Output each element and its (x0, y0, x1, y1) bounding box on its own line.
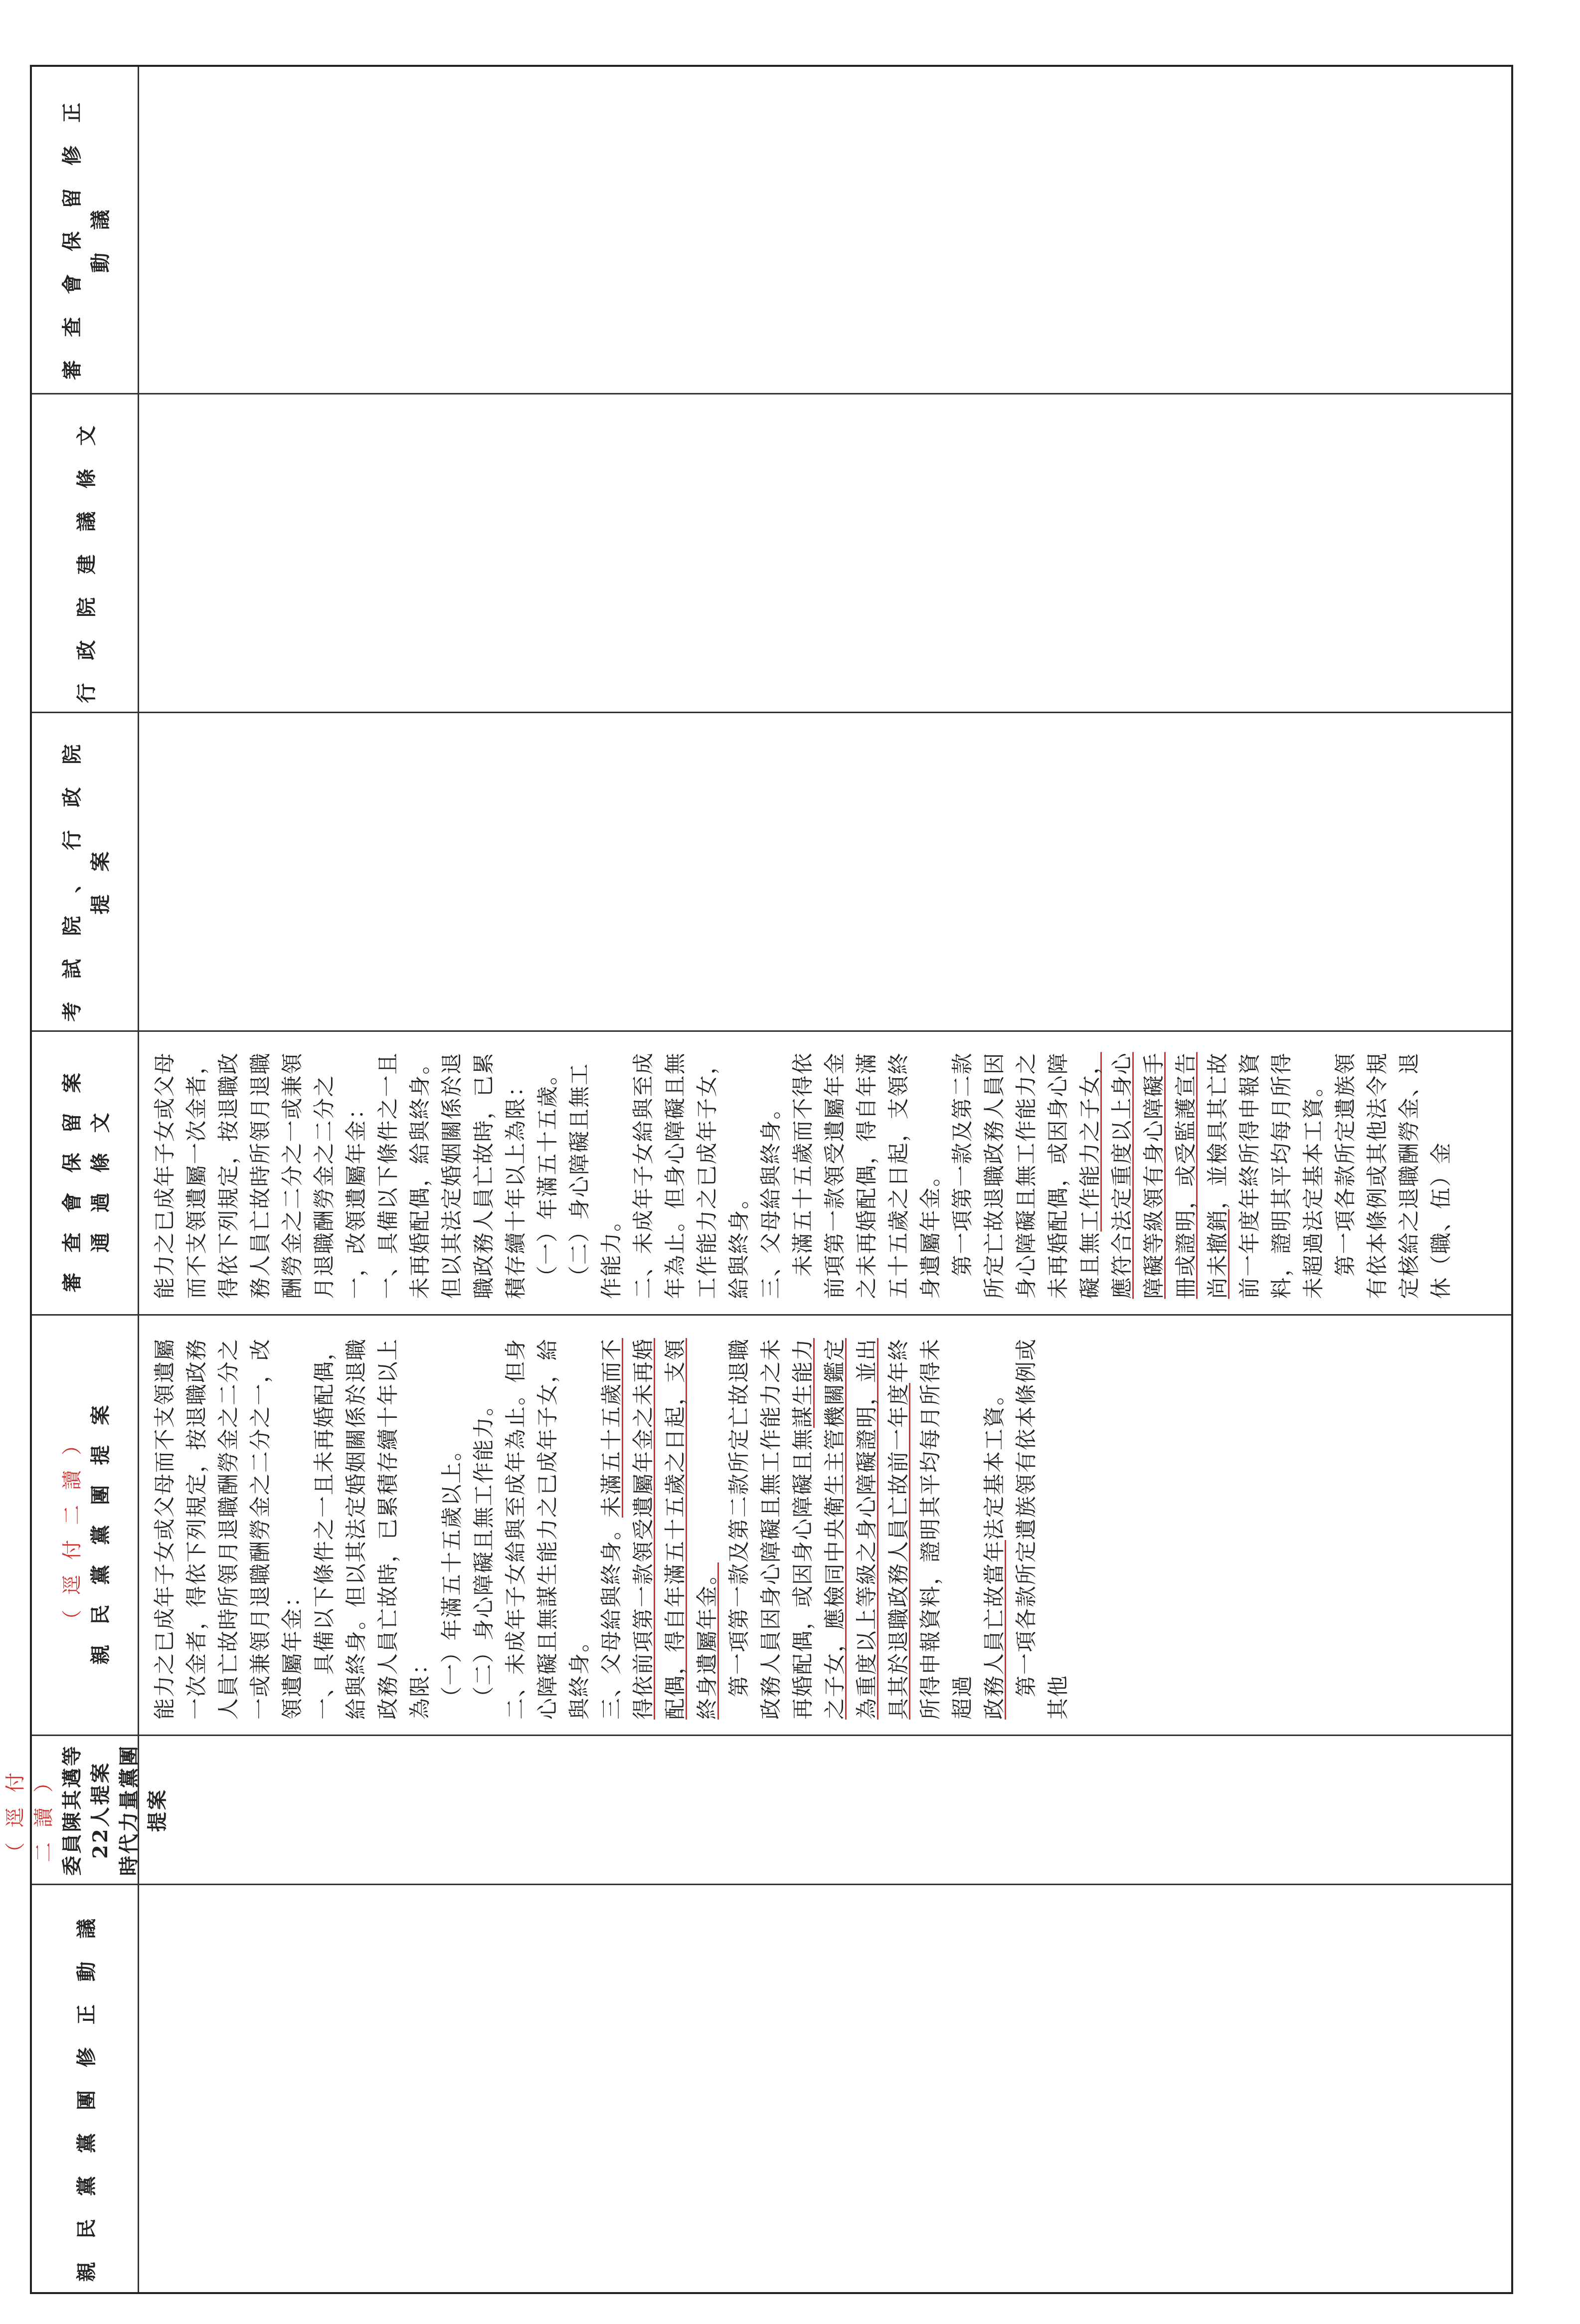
column-body-empty (139, 713, 1511, 1030)
column-pfp-revision (32, 1884, 1511, 2292)
column-legislators-proposal (4, 1735, 1511, 1884)
clause-text: 第一項第一款及第二款所定亡故退職政務人員因身心障礙且無工作能力之未再婚配偶，或因身心障礙且無 (727, 1338, 816, 1720)
column-body-empty (139, 1736, 1511, 1884)
column-body-empty (139, 394, 1511, 712)
column-body-empty (139, 67, 1511, 393)
clause-text: （一）年滿五十五歲以上。 (440, 1438, 465, 1720)
clause-paragraph (596, 1331, 723, 1720)
clause-text: （一）年滿五十五歲。 (535, 1063, 560, 1299)
header-line: 行政院建議條文 (74, 402, 98, 703)
header-line: 審查會保留案通過條文 (60, 1053, 112, 1293)
column-body (139, 1316, 1511, 1735)
header-line: 考試院、行政院提案 (60, 721, 112, 1022)
column-header (32, 713, 139, 1030)
clause-text: 二、未成年子女給與至成年為止。但身心障礙且無工作能力之已成年子女，給與終身。 (631, 1052, 752, 1299)
clause-text: 能力之已成年子女或父母而不支領遺屬一次金者，得依下列規定，按退職政務人員亡故時所領月退職酬勞金之二分之一或兼領月退職酬勞金之二分之一，改領遺屬年金： (153, 1338, 305, 1720)
clause-text: ，並檢具其亡故前一年度年終所得申報資料，證明其平均每月所得未超過法定基本工資。 (1206, 1052, 1326, 1299)
clause-text: 第一項各款所定遺族領有依本條例或其他法令規定核給之退職酬勞金、退休（職、伍）金 (1333, 1052, 1454, 1299)
column-review-retained (32, 1030, 1511, 1314)
column-header (32, 1032, 139, 1314)
clause-text: 三、父母給與終身。 (599, 1518, 624, 1720)
column-body-empty (139, 1885, 1511, 2292)
marked-revision-text: 政務人員亡故當年 (982, 1540, 1007, 1720)
clause-text: 一、具備以下條件之一且未再婚配偶，給與終身。但以其法定婚姻關係於退職政務人員亡故時，已累積存續十年以上為限： (312, 1338, 433, 1720)
header-line-red: （逕付二讀） (4, 1757, 55, 1863)
column-pfp-caucus-proposal (32, 1314, 1511, 1735)
clause-text: 二、未成年子女給與至成年為止。但身心障礙且無謀生能力之已成年子女，給與終身。 (504, 1338, 592, 1720)
column-header (4, 1736, 169, 1884)
clause-text: 第一項第一款及第二款所定亡故退職政務人員因身心障礙且無工作能力之未再婚配偶，或因身心障礙且無 (950, 1052, 1103, 1299)
clause-text: 一、具備以下條件之一且未再婚配偶，給與終身。但以其法定婚姻關係於退職政務人員亡故時，已累積存續十年以上為限： (376, 1052, 528, 1299)
column-header (32, 1316, 139, 1735)
header-line: 審查會保留修正動議 (60, 79, 112, 380)
header-line: 親民黨黨團提案 (89, 1385, 112, 1665)
marked-revision-text: 謀生能力之子女，應檢同中央衛生主管機關鑑定為重度以上等級之身心障礙證明，並出具其於退職政務人員亡故前一年度 (791, 1338, 911, 1720)
column-review-revision (32, 67, 1511, 393)
marked-revision-text: 未滿五十五歲而不得依前項第一款領受遺屬年金之未再婚配偶，得自年滿五十五歲之日起，支領終身遺屬年金。 (599, 1338, 720, 1720)
clause-text: 三、父母給與終身。 (759, 1097, 784, 1299)
header-line: 親民黨黨團修正動議 (74, 1896, 98, 2282)
clause-paragraph (723, 1331, 979, 1720)
marked-revision-text: 工作能力之子女，應符合法定重度以上身心障礙等級領有身心障礙手冊或證明，或受監護宣告尚未撤銷 (1078, 1052, 1230, 1299)
column-header (32, 67, 139, 393)
header-line: 時代力量黨團提案 (117, 1744, 169, 1876)
clause-text: 未滿五十五歲而不得依前項第一款領受遺屬年金之未再婚配偶，得自年滿五十五歲之日起，支領終身遺屬年金。 (791, 1052, 943, 1299)
clause-text: （二）身心障礙且無工作能力。 (567, 1063, 624, 1299)
clause-text: （二）身心障礙且無工作能力。 (472, 1393, 497, 1720)
clause-text: 能力之已成年子女或父母而不支領遺屬一次金者，得依下列規定，按退職政務人員亡故時所領月退職酬勞金之二分之一或兼領月退職酬勞金之二分之一，改領遺屬年金： (153, 1052, 369, 1299)
header-line: 委員陳其邁等22人提案 (60, 1744, 112, 1876)
header-line-red: （逕付二讀） (61, 1420, 84, 1630)
column-header (32, 394, 139, 712)
clause-paragraph (947, 1047, 1330, 1299)
column-header (32, 1885, 139, 2292)
clause-paragraph (979, 1331, 1011, 1720)
column-exec-suggested (32, 393, 1511, 712)
comparison-table (4, 65, 1513, 2294)
clause-text: 第一項各款所定遺族領有依本條例或其他 (1014, 1338, 1071, 1720)
column-exam-exec-proposal (32, 712, 1511, 1030)
clause-text: 法定基本工資。 (982, 1383, 1007, 1540)
clause-text: 年終所得申報資料，證明其平均每月所得未超過 (886, 1338, 975, 1720)
column-body (139, 1032, 1511, 1314)
